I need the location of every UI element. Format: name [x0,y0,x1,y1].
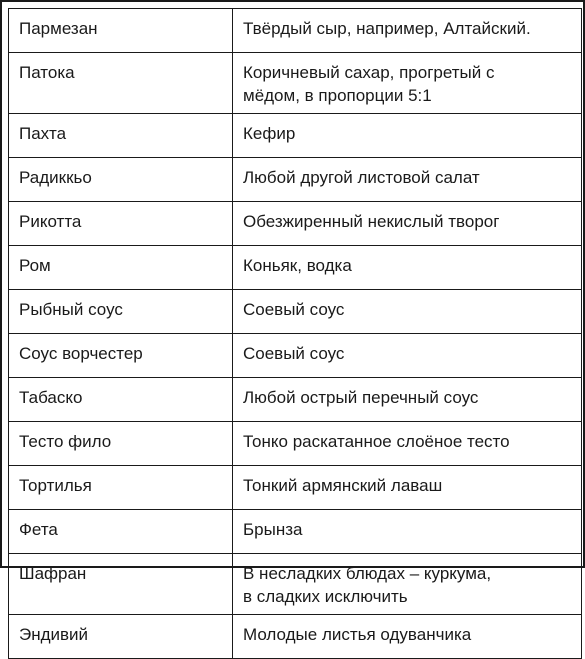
table-row [9,466,582,510]
table-row [9,334,582,378]
substitute-cell: Тонкий армянский лаваш [233,466,582,510]
substitute-cell: В несладких блюдах – куркума, в сладких исключить [233,554,582,615]
substitute-cell: Брынза [233,510,582,554]
ingredient-cell: Радиккьо [9,158,233,202]
ingredient-cell: Ром [9,246,233,290]
substitute-cell: Любой острый перечный соус [233,378,582,422]
ingredient-cell: Пахта [9,114,233,158]
substitute-cell: Соевый соус [233,290,582,334]
table-row [9,615,582,659]
substitute-cell: Молодые листья одуванчика [233,615,582,659]
substitute-cell: Коричневый сахар, прогретый с мёдом, в пропорции 5:1 [233,53,582,114]
table-row [9,158,582,202]
table-row [9,422,582,466]
table-row [9,246,582,290]
table-row [9,53,582,114]
ingredient-cell: Патока [9,53,233,114]
table-row [9,290,582,334]
ingredient-cell: Тесто фило [9,422,233,466]
substitute-cell: Любой другой листовой салат [233,158,582,202]
substitute-cell: Кефир [233,114,582,158]
ingredient-cell: Соус ворчестер [9,334,233,378]
ingredient-cell: Табаско [9,378,233,422]
substitute-cell: Обезжиренный некислый творог [233,202,582,246]
ingredient-cell: Рикотта [9,202,233,246]
substitute-cell: Твёрдый сыр, например, Алтайский. [233,9,582,53]
table-row [9,554,582,615]
ingredient-cell: Шафран [9,554,233,615]
table-row [9,510,582,554]
substitute-cell: Соевый соус [233,334,582,378]
ingredient-cell: Фета [9,510,233,554]
table-row [9,9,582,53]
table-row [9,202,582,246]
substitute-cell: Коньяк, водка [233,246,582,290]
substitute-cell: Тонко раскатанное слоёное тесто [233,422,582,466]
ingredient-cell: Тортилья [9,466,233,510]
ingredient-cell: Рыбный соус [9,290,233,334]
ingredient-cell: Эндивий [9,615,233,659]
substitutes-table [8,8,582,659]
ingredient-cell: Пармезан [9,9,233,53]
table-row [9,378,582,422]
table-row [9,114,582,158]
